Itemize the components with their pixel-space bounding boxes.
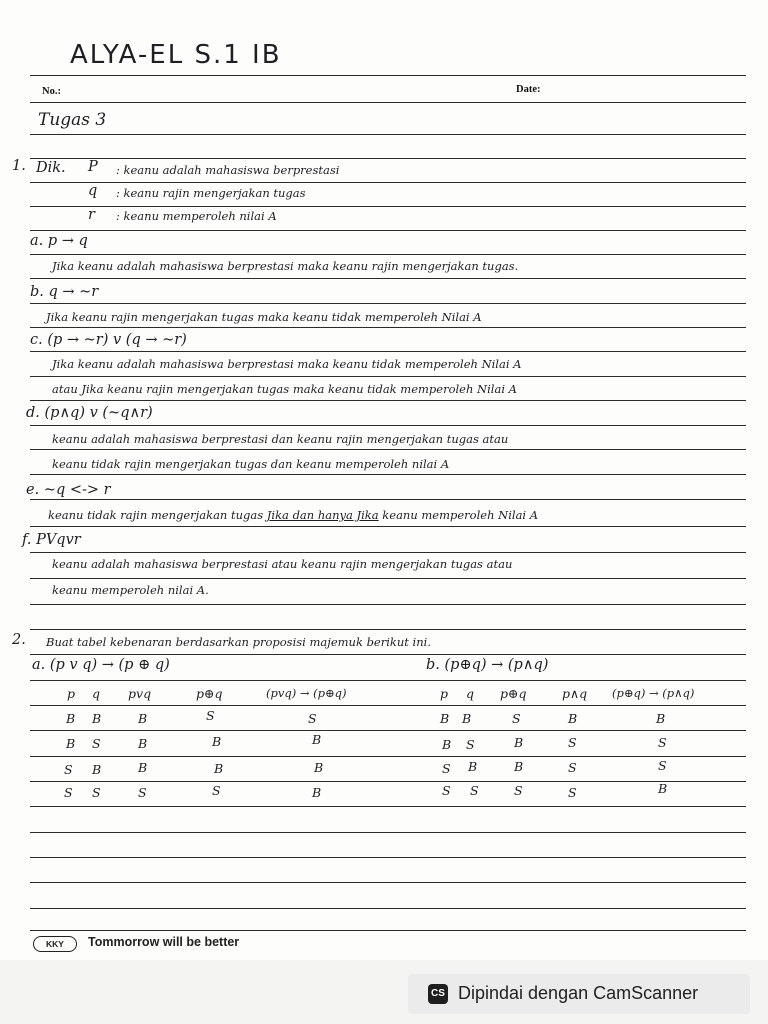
table-b-cell: B (514, 759, 524, 774)
table-a-cell: B (66, 711, 76, 726)
q2a-heading: a. (p v q) → (p ⊕ q) (32, 657, 170, 673)
table-a-cell: B (214, 761, 224, 776)
table-a-cell: B (66, 736, 76, 751)
table-b-cell: B (440, 711, 450, 726)
ruled-line (30, 680, 746, 681)
ruled-line (30, 351, 746, 352)
table-a-cell: B (312, 785, 322, 800)
q1a-heading: a. p → q (30, 233, 88, 249)
ruled-line (30, 134, 746, 135)
q1-number: 1. (12, 158, 26, 174)
table-b-cell: S (442, 761, 451, 776)
ruled-line (30, 158, 746, 159)
camscanner-icon: CS (428, 984, 448, 1004)
no-label: No.: (42, 86, 61, 97)
q1f-answer-line2: keanu memperoleh nilai A. (52, 583, 209, 597)
ruled-line (30, 806, 746, 807)
ruled-line (30, 206, 746, 207)
ruled-line (30, 182, 746, 183)
table-b-header: p⊕q (500, 686, 527, 701)
table-a-cell: S (212, 783, 221, 798)
q1f-answer-line1: keanu adalah mahasiswa berprestasi atau keanu rajin mengerjakan tugas atau (52, 557, 513, 571)
table-a-header: (pvq) → (p⊕q) (266, 686, 347, 700)
table-a-cell: S (64, 762, 73, 777)
ruled-line (30, 278, 746, 279)
ruled-line (30, 425, 746, 426)
table-b-header: q (466, 686, 475, 701)
ruled-line (30, 230, 746, 231)
ruled-line (30, 578, 746, 579)
table-b-header: p∧q (562, 686, 588, 701)
table-b-cell: B (462, 711, 472, 726)
q1e-answer-part1: keanu tidak rajin mengerjakan tugas (48, 508, 264, 522)
assignment-title: Tugas 3 (38, 110, 107, 130)
ruled-line (30, 526, 746, 527)
ruled-line (30, 654, 746, 655)
camscanner-text: Dipindai dengan CamScanner (458, 983, 699, 1003)
table-b-cell: S (658, 735, 667, 750)
ruled-line (30, 400, 746, 401)
q1e-answer (48, 508, 538, 522)
q1c-heading: c. (p → ~r) v (q → ~r) (30, 332, 187, 348)
ruled-line (30, 449, 746, 450)
ruled-line (30, 474, 746, 475)
table-a-cell: B (212, 734, 222, 749)
ruled-line (30, 882, 746, 883)
ruled-line (30, 781, 746, 782)
table-a-header: p (67, 686, 76, 701)
table-b-cell: S (568, 785, 577, 800)
ruled-line (30, 75, 746, 76)
given-q-symbol: q (88, 183, 98, 199)
table-a-header: q (92, 686, 101, 701)
table-b-cell: S (466, 737, 475, 752)
q1c-answer-line1: Jika keanu adalah mahasiswa berprestasi maka keanu tidak memperoleh Nilai A (52, 357, 522, 371)
table-b-cell: B (442, 737, 452, 752)
ruled-line (30, 930, 746, 931)
table-a-cell: S (138, 785, 147, 800)
given-p-symbol: P (88, 159, 98, 175)
ruled-line (30, 303, 746, 304)
table-b-cell: S (442, 783, 451, 798)
brand-slogan: Tommorrow will be better (88, 935, 240, 949)
q2-number: 2. (12, 632, 26, 648)
given-r-symbol: r (88, 207, 95, 223)
ruled-line (30, 730, 746, 731)
given-r-text: : keanu memperoleh nilai A (116, 209, 277, 223)
table-a-cell: S (92, 785, 101, 800)
ruled-line (30, 376, 746, 377)
q1c-answer-line2: atau Jika keanu rajin mengerjakan tugas maka keanu tidak memperoleh Nilai A (52, 382, 517, 396)
q1f-heading: f. PVqvr (22, 532, 81, 548)
q1d-answer-line1: keanu adalah mahasiswa berprestasi dan keanu rajin mengerjakan tugas atau (52, 432, 509, 446)
ruled-line (30, 552, 746, 553)
camscanner-watermark (408, 974, 750, 1014)
table-b-cell: B (568, 711, 578, 726)
table-a-cell: B (92, 711, 102, 726)
table-b-cell: B (656, 711, 666, 726)
ruled-line (30, 629, 746, 630)
table-b-cell: S (568, 735, 577, 750)
ruled-line (30, 499, 746, 500)
given-p-text: : keanu adalah mahasiswa berprestasi (116, 163, 340, 177)
q1b-answer: Jika keanu rajin mengerjakan tugas maka keanu tidak memperoleh Nilai A (46, 310, 482, 324)
table-b-header: p (440, 686, 449, 701)
table-a-cell: B (314, 760, 324, 775)
brand-logo: KKY (33, 936, 77, 952)
ruled-line (30, 908, 746, 909)
ruled-line (30, 604, 746, 605)
table-b-cell: S (470, 783, 479, 798)
q1e-heading: e. ~q <-> r (26, 482, 111, 498)
q1e-answer-iff: Jika dan hanya Jika (266, 508, 379, 522)
table-a-cell: B (92, 762, 102, 777)
table-a-cell: S (92, 736, 101, 751)
table-a-header: pvq (128, 686, 152, 701)
ruled-line (30, 705, 746, 706)
ruled-line (30, 254, 746, 255)
table-b-cell: B (468, 759, 478, 774)
table-b-cell: S (568, 760, 577, 775)
table-b-cell: S (512, 711, 521, 726)
table-a-cell: B (138, 736, 148, 751)
date-label: Date: (516, 84, 541, 95)
table-a-header: p⊕q (196, 686, 223, 701)
q1d-answer-line2: keanu tidak rajin mengerjakan tugas dan keanu memperoleh nilai A (52, 457, 450, 471)
table-b-cell: S (514, 783, 523, 798)
q1b-heading: b. q → ~r (30, 284, 99, 300)
table-b-cell: B (658, 781, 668, 796)
q1d-heading: d. (p∧q) v (~q∧r) (26, 405, 153, 421)
q1-dik-label: Dik. (36, 160, 66, 176)
ruled-line (30, 102, 746, 103)
table-a-cell: B (138, 711, 148, 726)
table-b-cell: S (658, 758, 667, 773)
given-q-text: : keanu rajin mengerjakan tugas (116, 186, 306, 200)
table-a-cell: S (206, 708, 215, 723)
table-a-cell: S (308, 711, 317, 726)
q2b-heading: b. (p⊕q) → (p∧q) (426, 657, 549, 673)
ruled-line (30, 327, 746, 328)
table-a-cell: S (64, 785, 73, 800)
table-b-cell: B (514, 735, 524, 750)
q1e-answer-part2: keanu memperoleh Nilai A (382, 508, 539, 522)
ruled-line (30, 857, 746, 858)
q1a-answer: Jika keanu adalah mahasiswa berprestasi maka keanu rajin mengerjakan tugas. (52, 259, 519, 273)
table-a-cell: B (138, 760, 148, 775)
student-name: ALYA-EL S.1 IB (70, 40, 282, 70)
ruled-line (30, 832, 746, 833)
table-b-header: (p⊕q) → (p∧q) (612, 686, 695, 700)
ruled-line (30, 756, 746, 757)
table-a-cell: B (312, 732, 322, 747)
q2-prompt: Buat tabel kebenaran berdasarkan proposisi majemuk berikut ini. (46, 635, 431, 649)
